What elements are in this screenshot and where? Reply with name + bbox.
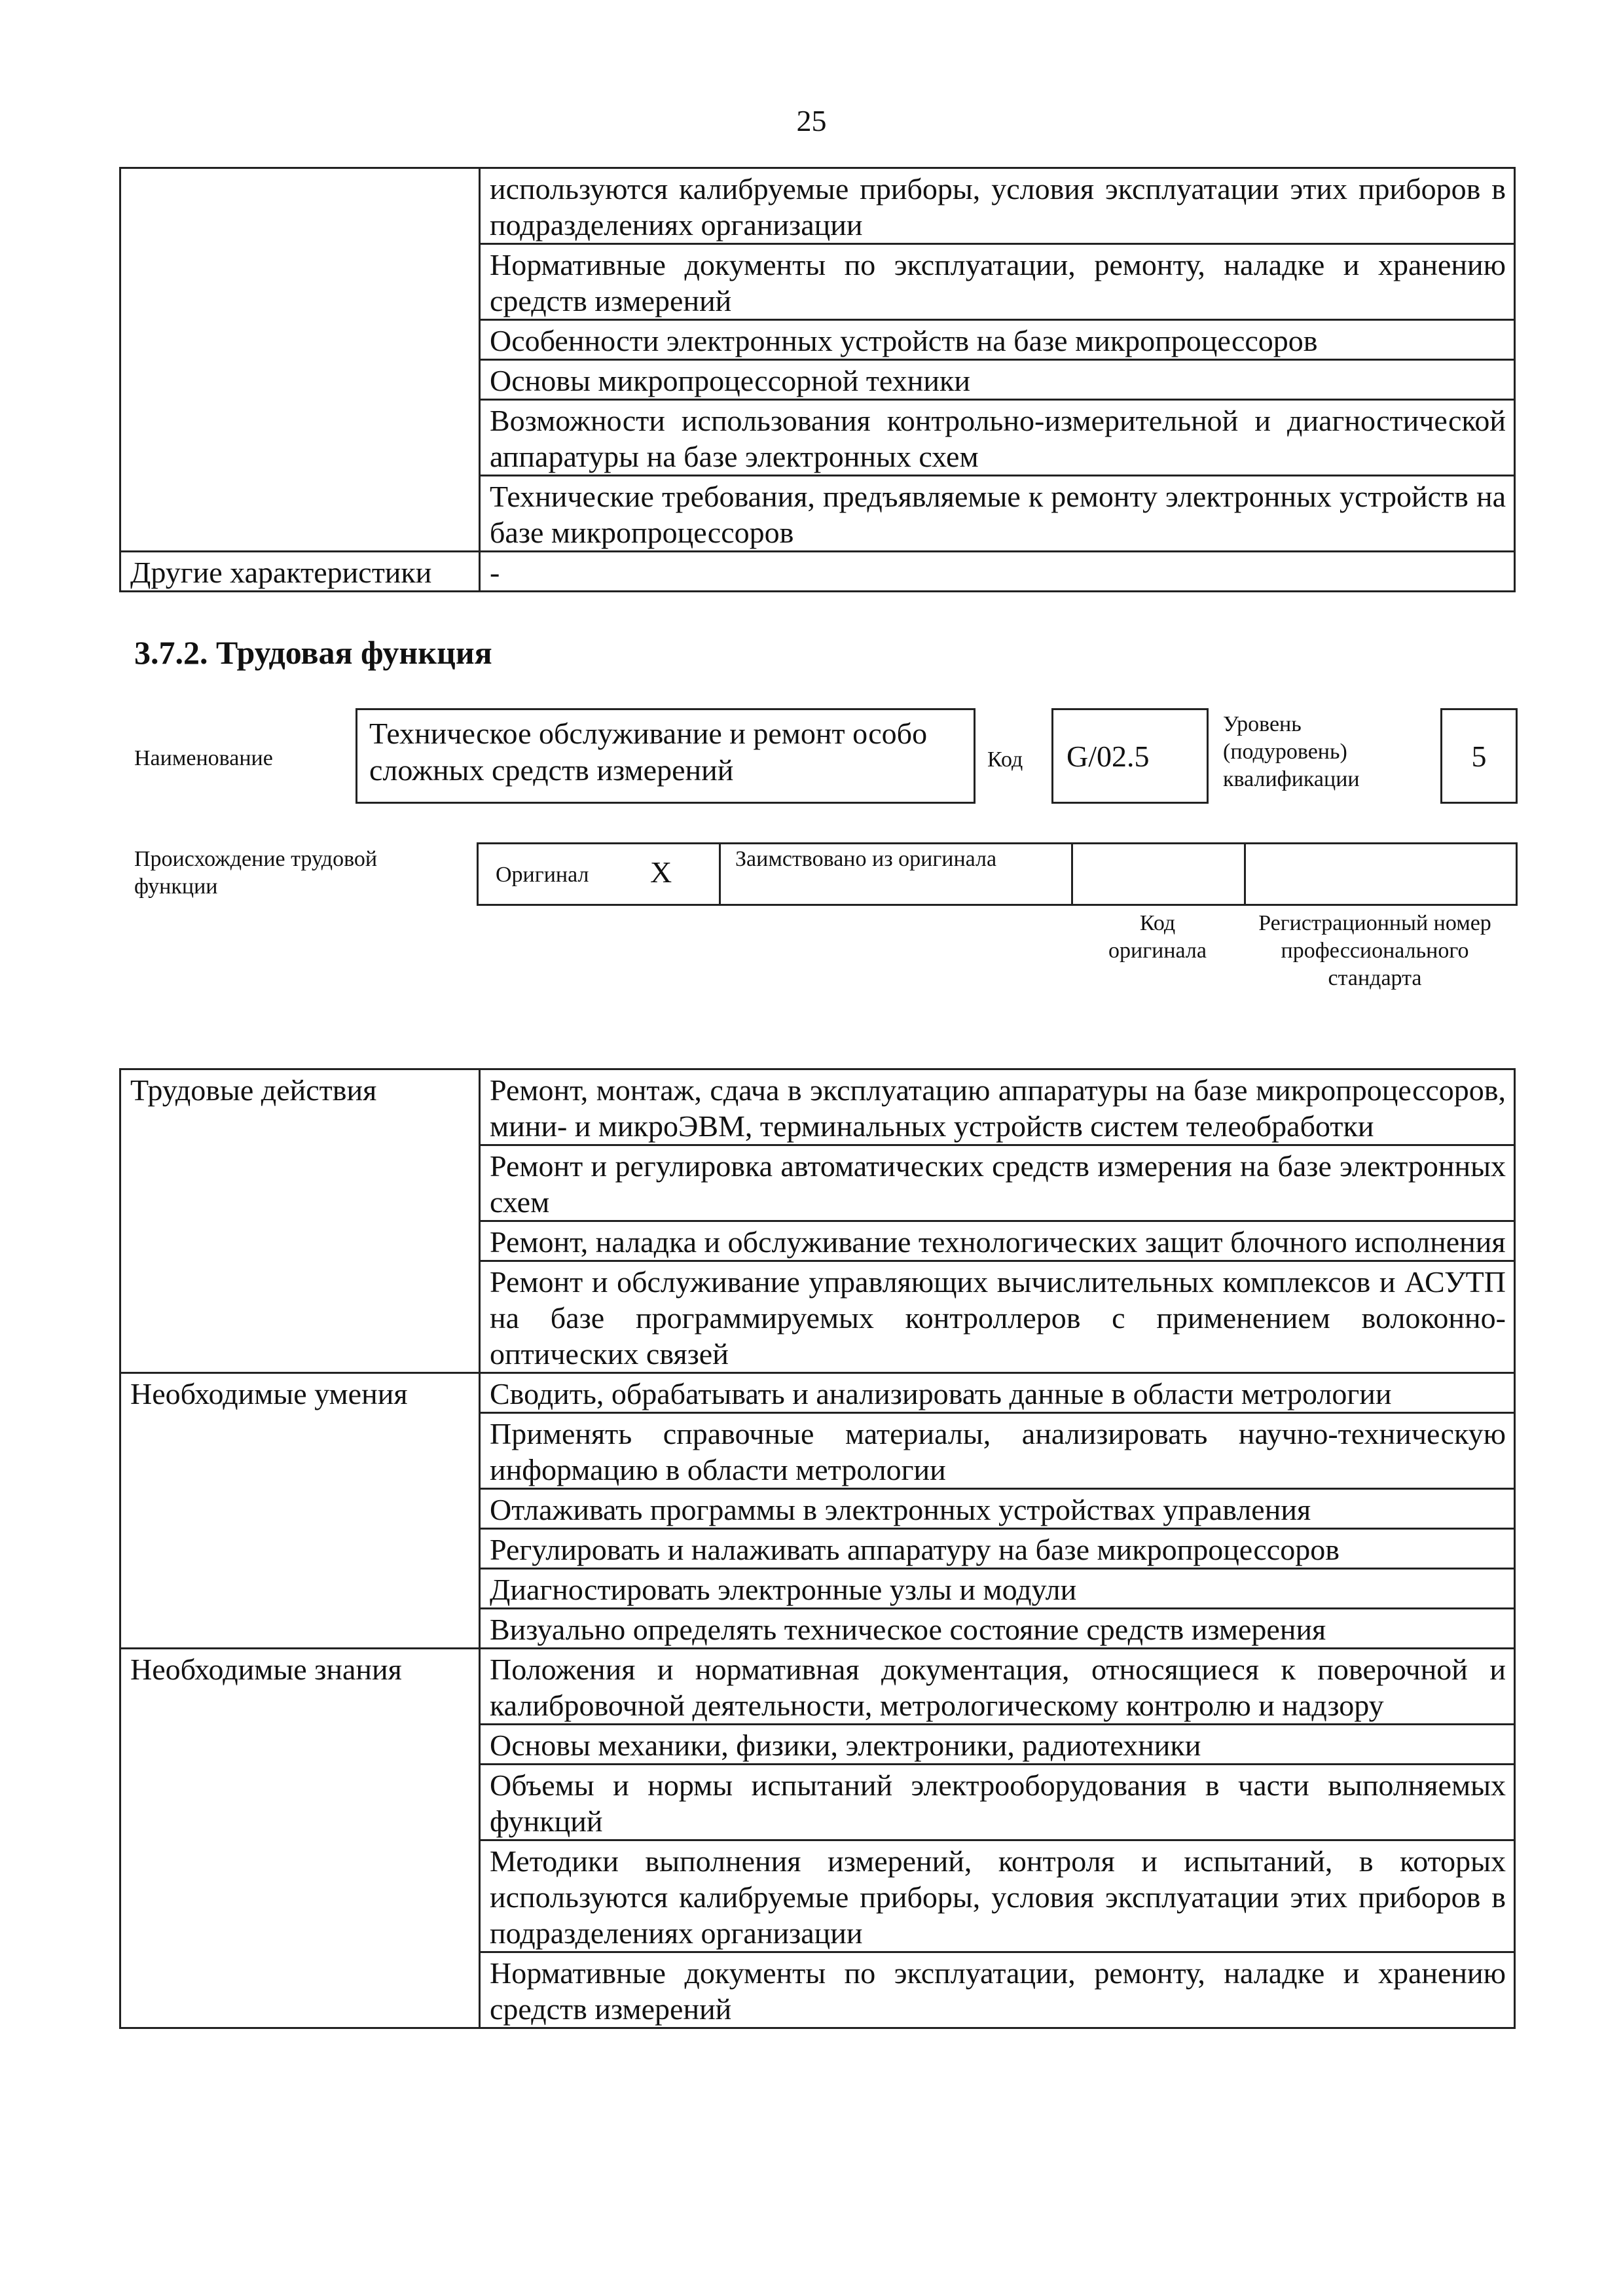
table-cell: Отлаживать программы в электронных устройствах управления: [480, 1489, 1515, 1529]
required-skills-label: Необходимые умения: [120, 1373, 480, 1649]
table-cell: Ремонт и регулировка автоматических средств измерения на базе электронных схем: [480, 1145, 1515, 1221]
required-knowledge-label: Необходимые знания: [120, 1649, 480, 2028]
table-cell: Сводить, обрабатывать и анализировать данные в области метрологии: [480, 1373, 1515, 1413]
table-cell: Ремонт, монтаж, сдача в эксплуатацию аппаратуры на базе микропроцессоров, мини- и микроЭВМ, терминальных устройств систем телеобработки: [480, 1069, 1515, 1145]
table-cell: Нормативные документы по эксплуатации, ремонту, наладке и хранению средств измерений: [480, 1952, 1515, 2028]
page-number: 25: [796, 104, 827, 137]
table-cell: Объемы и нормы испытаний электрооборудования в части выполняемых функций: [480, 1765, 1515, 1840]
code-label: Код: [987, 747, 1023, 772]
table-row: [120, 1069, 1515, 1145]
original-code-cell: [1073, 844, 1246, 904]
table-cell: Методики выполнения измерений, контроля и испытаний, в которых используются калибруемые приборы, условия эксплуатации этих приборов в подразделениях организации: [480, 1840, 1515, 1952]
table-row: [120, 1649, 1515, 1725]
table-cell: Ремонт, наладка и обслуживание технологических защит блочного исполнения: [480, 1221, 1515, 1261]
origin-row: [477, 842, 1518, 906]
labor-function-table: [119, 1068, 1516, 2029]
table-cell: Основы механики, физики, электроники, радиотехники: [480, 1725, 1515, 1765]
row-label-empty: [120, 168, 480, 552]
registration-number-cell: [1246, 844, 1516, 904]
other-characteristics-label: Другие характеристики: [120, 552, 480, 592]
table-cell: Положения и нормативная документация, относящиеся к поверочной и калибровочной деятельности, метрологическому контролю и надзору: [480, 1649, 1515, 1725]
borrowed-label: Заимствовано из оригинала: [735, 847, 997, 871]
table-cell: Применять справочные материалы, анализировать научно-техническую информацию в области метрологии: [480, 1413, 1515, 1489]
original-cell: [479, 844, 721, 904]
qualification-level-box: 5: [1440, 708, 1518, 804]
function-name-box: Техническое обслуживание и ремонт особо сложных средств измерений: [356, 708, 976, 804]
name-label: Наименование: [134, 746, 273, 770]
table-row: [120, 168, 1515, 244]
table-row: [120, 1373, 1515, 1413]
qualification-level-label: Уровень (подуровень) квалификации: [1223, 712, 1360, 791]
table-cell: Технические требования, предъявляемые к ремонту электронных устройств на базе микропроцессоров: [480, 476, 1515, 552]
borrowed-cell: [721, 844, 1073, 904]
table-cell: Основы микропроцессорной техники: [480, 360, 1515, 400]
previous-section-table: [119, 167, 1516, 592]
table-cell: Диагностировать электронные узлы и модули: [480, 1569, 1515, 1609]
table-cell: Ремонт и обслуживание управляющих вычислительных комплексов и АСУТП на базе программируемых контроллеров с применением волоконно-оптических связей: [480, 1261, 1515, 1373]
section-title: 3.7.2. Трудовая функция: [134, 634, 492, 671]
table-cell: Нормативные документы по эксплуатации, ремонту, наладке и хранению средств измерений: [480, 244, 1515, 320]
other-characteristics-value: -: [480, 552, 1515, 592]
origin-label: Происхождение трудовой функции: [134, 847, 378, 899]
registration-number-caption: Регистрационный номер профессионального стандарта: [1258, 911, 1491, 990]
original-code-caption: Код оригинала: [1108, 911, 1207, 963]
original-mark: X: [650, 855, 672, 889]
table-cell: Визуально определять техническое состояние средств измерения: [480, 1609, 1515, 1649]
table-cell: Возможности использования контрольно-измерительной и диагностической аппаратуры на базе электронных схем: [480, 400, 1515, 476]
function-code-box: G/02.5: [1051, 708, 1209, 804]
table-cell: Регулировать и налаживать аппаратуру на базе микропроцессоров: [480, 1529, 1515, 1569]
original-label: Оригинал: [496, 863, 589, 887]
table-cell: используются калибруемые приборы, условия эксплуатации этих приборов в подразделениях организации: [480, 168, 1515, 244]
labor-actions-label: Трудовые действия: [120, 1069, 480, 1373]
table-row: [120, 552, 1515, 592]
table-cell: Особенности электронных устройств на базе микропроцессоров: [480, 320, 1515, 360]
